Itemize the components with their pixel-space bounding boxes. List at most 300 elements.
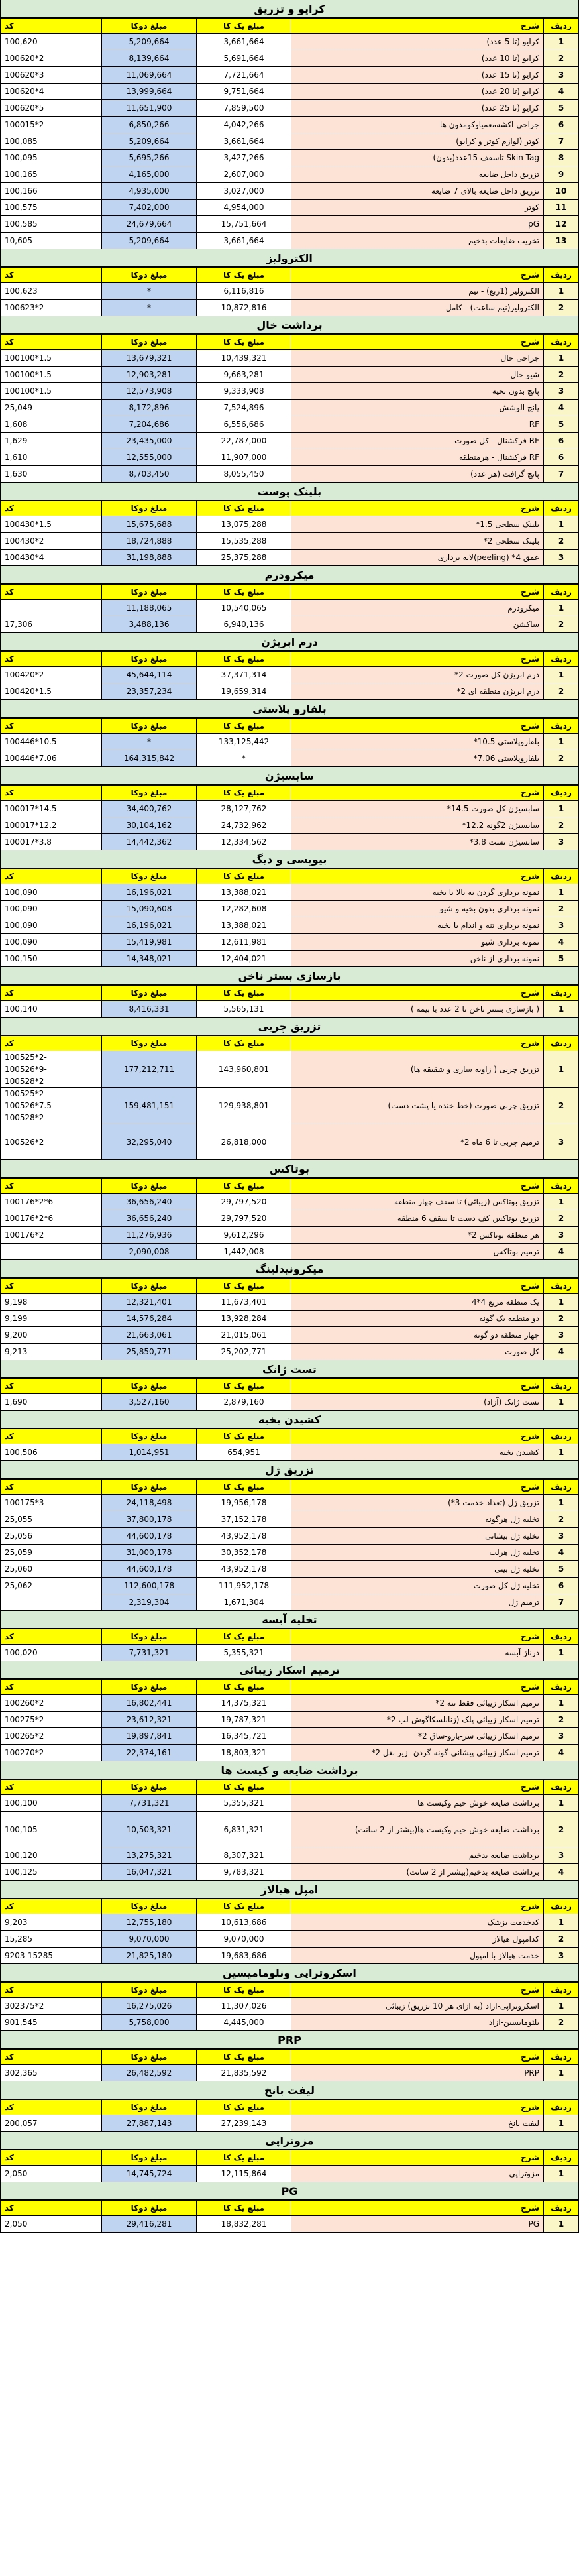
- header-price2: مبلغ دوکا: [102, 1899, 197, 1914]
- table-row: [1, 817, 579, 834]
- header-price2: مبلغ دوکا: [102, 1429, 197, 1444]
- header-row: ردیف: [544, 1279, 579, 1294]
- section-title: برداشت ضایعه و کیست ها: [0, 1761, 579, 1779]
- header-code: کد: [1, 652, 102, 667]
- header-price2: مبلغ دوکا: [102, 1279, 197, 1294]
- service-code: 100526*2: [1, 1124, 102, 1160]
- table-row: [1, 1561, 579, 1578]
- price-two-k: 15,419,981: [102, 934, 197, 951]
- row-number: 1: [544, 516, 579, 533]
- price-one-k: 19,956,178: [197, 1495, 291, 1511]
- price-one-k: 12,282,608: [197, 901, 291, 917]
- header-row: ردیف: [544, 1680, 579, 1695]
- header-price2: مبلغ دوکا: [102, 2201, 197, 2216]
- table-row: [1, 1294, 579, 1311]
- row-number: 10: [544, 183, 579, 200]
- service-code: 25,059: [1, 1545, 102, 1561]
- table-row: [1, 50, 579, 67]
- service-code: 100620*3: [1, 67, 102, 84]
- table-row: [1, 917, 579, 934]
- price-two-k: 13,679,321: [102, 350, 197, 367]
- table-row: [1, 117, 579, 133]
- service-description: شیو خال: [291, 367, 544, 383]
- price-two-k: 5,209,664: [102, 233, 197, 249]
- price-one-k: 6,831,321: [197, 1812, 291, 1847]
- price-one-k: 143,960,801: [197, 1051, 291, 1088]
- header-code: کد: [1, 335, 102, 350]
- header-code: کد: [1, 1429, 102, 1444]
- service-description: کدخدمت بزشک: [291, 1914, 544, 1931]
- header-price1: مبلغ یک کا: [197, 1680, 291, 1695]
- price-two-k: 36,656,240: [102, 1194, 197, 1210]
- row-number: 2: [544, 750, 579, 767]
- price-two-k: 23,357,234: [102, 683, 197, 700]
- price-two-k: 4,165,000: [102, 166, 197, 183]
- price-two-k: 14,442,362: [102, 834, 197, 850]
- price-one-k: 9,612,296: [197, 1227, 291, 1244]
- price-two-k: 24,679,664: [102, 216, 197, 233]
- price-two-k: 2,090,008: [102, 1244, 197, 1260]
- price-two-k: 21,663,061: [102, 1327, 197, 1344]
- header-price2: مبلغ دوکا: [102, 1983, 197, 1998]
- price-one-k: 30,352,178: [197, 1545, 291, 1561]
- table-row: [1, 84, 579, 100]
- service-description: بلفاروپلاستی 7.06*: [291, 750, 544, 767]
- header-price1: مبلغ یک کا: [197, 335, 291, 350]
- row-number: 1: [544, 2216, 579, 2233]
- service-description: PG: [291, 2216, 544, 2233]
- table-row: [1, 951, 579, 967]
- row-number: 1: [544, 1444, 579, 1461]
- header-desc: شرح: [291, 2050, 544, 2065]
- section-table: [0, 1899, 579, 1964]
- price-two-k: 7,731,321: [102, 1645, 197, 1661]
- header-code: کد: [1, 1629, 102, 1645]
- service-code: 100,150: [1, 951, 102, 967]
- price-one-k: 654,951: [197, 1444, 291, 1461]
- header-row: ردیف: [544, 335, 579, 350]
- table-row: [1, 834, 579, 850]
- header-price2: مبلغ دوکا: [102, 1680, 197, 1695]
- header-row: [1, 2201, 579, 2216]
- price-one-k: 3,661,664: [197, 233, 291, 249]
- price-two-k: 44,600,178: [102, 1528, 197, 1545]
- header-desc: شرح: [291, 2100, 544, 2115]
- price-one-k: 25,202,771: [197, 1344, 291, 1360]
- header-row: ردیف: [544, 2201, 579, 2216]
- row-number: 1: [544, 801, 579, 817]
- header-price1: مبلغ یک کا: [197, 268, 291, 283]
- header-row: [1, 19, 579, 34]
- table-row: [1, 1327, 579, 1344]
- table-row: [1, 600, 579, 616]
- service-code: 25,062: [1, 1578, 102, 1594]
- price-two-k: 29,416,281: [102, 2216, 197, 2233]
- header-row: [1, 1279, 579, 1294]
- price-one-k: 18,803,321: [197, 1745, 291, 1761]
- price-one-k: 43,952,178: [197, 1561, 291, 1578]
- table-row: [1, 516, 579, 533]
- section-title: بیوپسی و دیگ: [0, 850, 579, 868]
- header-code: کد: [1, 719, 102, 734]
- section-table: [0, 1378, 579, 1411]
- row-number: 3: [544, 383, 579, 400]
- header-row: ردیف: [544, 869, 579, 884]
- section-title: بلینک پوست: [0, 483, 579, 500]
- header-price1: مبلغ یک کا: [197, 2050, 291, 2065]
- header-row: [1, 2050, 579, 2065]
- service-code: 9,200: [1, 1327, 102, 1344]
- header-desc: شرح: [291, 1983, 544, 1998]
- price-one-k: 37,152,178: [197, 1511, 291, 1528]
- header-code: کد: [1, 2150, 102, 2166]
- service-code: 17,306: [1, 616, 102, 633]
- table-row: [1, 1545, 579, 1561]
- table-row: [1, 383, 579, 400]
- row-number: 1: [544, 1394, 579, 1411]
- service-code: 100,020: [1, 1645, 102, 1661]
- header-desc: شرح: [291, 1379, 544, 1394]
- service-code: 100620*2: [1, 50, 102, 67]
- service-description: کدامپول هیالاز: [291, 1931, 544, 1948]
- row-number: 6: [544, 1578, 579, 1594]
- header-code: کد: [1, 2100, 102, 2115]
- row-number: 2: [544, 50, 579, 67]
- service-code: 100,095: [1, 150, 102, 166]
- price-one-k: 21,835,592: [197, 2065, 291, 2081]
- price-two-k: 9,070,000: [102, 1931, 197, 1948]
- header-price1: مبلغ یک کا: [197, 719, 291, 734]
- row-number: 1: [544, 1294, 579, 1311]
- table-row: [1, 166, 579, 183]
- price-one-k: 2,879,160: [197, 1394, 291, 1411]
- header-price1: مبلغ یک کا: [197, 19, 291, 34]
- price-one-k: 11,907,000: [197, 449, 291, 466]
- row-number: 1: [544, 1998, 579, 2015]
- header-desc: شرح: [291, 786, 544, 801]
- price-one-k: 29,797,520: [197, 1210, 291, 1227]
- price-one-k: 15,751,664: [197, 216, 291, 233]
- service-code: 100,140: [1, 1001, 102, 1018]
- service-code: 9,203: [1, 1914, 102, 1931]
- price-two-k: 16,196,021: [102, 917, 197, 934]
- row-number: 1: [544, 2065, 579, 2081]
- price-one-k: 25,375,288: [197, 550, 291, 566]
- service-code: 100420*2: [1, 667, 102, 683]
- header-row: [1, 1899, 579, 1914]
- table-row: [1, 750, 579, 767]
- row-number: 13: [544, 233, 579, 249]
- service-code: 100,090: [1, 917, 102, 934]
- price-two-k: 16,047,321: [102, 1864, 197, 1881]
- price-one-k: 13,075,288: [197, 516, 291, 533]
- header-code: کد: [1, 2050, 102, 2065]
- price-two-k: 25,850,771: [102, 1344, 197, 1360]
- service-description: کوتر: [291, 200, 544, 216]
- header-price2: مبلغ دوکا: [102, 1379, 197, 1394]
- row-number: 2: [544, 367, 579, 383]
- service-description: نمونه برداری از ناخن: [291, 951, 544, 967]
- service-description: تزریق بوتاکس کف دست تا سقف 6 منطقه: [291, 1210, 544, 1227]
- table-row: [1, 1594, 579, 1611]
- table-row: [1, 1194, 579, 1210]
- header-code: کد: [1, 19, 102, 34]
- table-row: [1, 2065, 579, 2081]
- header-price1: مبلغ یک کا: [197, 1036, 291, 1051]
- price-two-k: 13,275,321: [102, 1847, 197, 1864]
- service-description: سابسیژن کل صورت 14.5*: [291, 801, 544, 817]
- service-description: ترمیم بوتاکس: [291, 1244, 544, 1260]
- row-number: 1: [544, 1695, 579, 1712]
- section-table: [0, 2150, 579, 2182]
- row-number: 3: [544, 1948, 579, 1964]
- section-table: [0, 651, 579, 700]
- price-two-k: 177,212,711: [102, 1051, 197, 1088]
- service-description: RF: [291, 416, 544, 433]
- service-description: تخلیه ژل کل صورت: [291, 1578, 544, 1594]
- row-number: 12: [544, 216, 579, 233]
- section-title: بوتاکس: [0, 1160, 579, 1178]
- header-code: کد: [1, 986, 102, 1001]
- price-two-k: 32,295,040: [102, 1124, 197, 1160]
- service-code: 25,060: [1, 1561, 102, 1578]
- table-row: [1, 350, 579, 367]
- service-description: خدمت هیالاز با امپول: [291, 1948, 544, 1964]
- header-price1: مبلغ یک کا: [197, 2201, 291, 2216]
- header-row: ردیف: [544, 1429, 579, 1444]
- price-two-k: 16,196,021: [102, 884, 197, 901]
- price-one-k: 9,663,281: [197, 367, 291, 383]
- header-code: کد: [1, 869, 102, 884]
- section-table: [0, 1629, 579, 1661]
- section-table: [0, 1679, 579, 1761]
- header-row: [1, 335, 579, 350]
- service-description: تخلیه ژل بینی: [291, 1561, 544, 1578]
- price-one-k: 18,832,281: [197, 2216, 291, 2233]
- service-description: تزریق بوتاکس (زیبائی) تا سقف چهار منطقه: [291, 1194, 544, 1210]
- price-one-k: 37,371,314: [197, 667, 291, 683]
- table-row: [1, 1444, 579, 1461]
- price-two-k: 112,600,178: [102, 1578, 197, 1594]
- price-one-k: 6,116,816: [197, 283, 291, 300]
- service-description: نمونه برداری بدون بخیه و شیو: [291, 901, 544, 917]
- service-description: بلینک سطحی 2*: [291, 533, 544, 550]
- price-one-k: 19,787,321: [197, 1712, 291, 1728]
- table-row: [1, 416, 579, 433]
- price-one-k: 129,938,801: [197, 1088, 291, 1124]
- row-number: 1: [544, 667, 579, 683]
- service-code: [1, 1594, 102, 1611]
- price-one-k: 7,524,896: [197, 400, 291, 416]
- service-code: 100446*10.5: [1, 734, 102, 750]
- row-number: 6: [544, 433, 579, 449]
- service-code: 100265*2: [1, 1728, 102, 1745]
- table-row: [1, 1914, 579, 1931]
- header-row: ردیف: [544, 2050, 579, 2065]
- price-one-k: 9,751,664: [197, 84, 291, 100]
- row-number: 4: [544, 84, 579, 100]
- service-code: 100100*1.5: [1, 383, 102, 400]
- service-code: 200,057: [1, 2115, 102, 2132]
- price-one-k: 10,540,065: [197, 600, 291, 616]
- table-row: [1, 1088, 579, 1124]
- price-one-k: 15,535,288: [197, 533, 291, 550]
- header-code: کد: [1, 1279, 102, 1294]
- table-row: [1, 400, 579, 416]
- service-description: اسکروتراپی-ازاد (به ازای هر 10 تزریق) زیبائی: [291, 1998, 544, 2015]
- header-desc: شرح: [291, 1279, 544, 1294]
- price-one-k: 24,732,962: [197, 817, 291, 834]
- service-description: لیفت بانخ: [291, 2115, 544, 2132]
- header-row: ردیف: [544, 585, 579, 600]
- service-description: نمونه برداری تنه و اندام با بخیه: [291, 917, 544, 934]
- row-number: 2: [544, 1812, 579, 1847]
- header-row: ردیف: [544, 1983, 579, 1998]
- price-one-k: 3,661,664: [197, 34, 291, 50]
- header-price1: مبلغ یک کا: [197, 1279, 291, 1294]
- service-description: نمونه برداری شیو: [291, 934, 544, 951]
- price-one-k: 7,859,500: [197, 100, 291, 117]
- service-description: کرایو (تا 20 عدد): [291, 84, 544, 100]
- service-code: 100100*1.5: [1, 350, 102, 367]
- service-description: پانچ گرافت (هر عدد): [291, 466, 544, 483]
- header-desc: شرح: [291, 1179, 544, 1194]
- price-two-k: 15,675,688: [102, 516, 197, 533]
- row-number: 1: [544, 283, 579, 300]
- service-description: ترمیم اسکار زیبائی سر-بازو-ساق 2*: [291, 1728, 544, 1745]
- price-two-k: 3,527,160: [102, 1394, 197, 1411]
- table-row: [1, 200, 579, 216]
- price-one-k: 6,556,686: [197, 416, 291, 433]
- table-row: [1, 1495, 579, 1511]
- header-row: [1, 719, 579, 734]
- service-code: 15,285: [1, 1931, 102, 1948]
- table-row: [1, 1864, 579, 1881]
- service-code: 100,125: [1, 1864, 102, 1881]
- header-row: [1, 1429, 579, 1444]
- price-two-k: 24,118,498: [102, 1495, 197, 1511]
- header-code: کد: [1, 585, 102, 600]
- header-price1: مبلغ یک کا: [197, 1480, 291, 1495]
- header-price1: مبلغ یک کا: [197, 1379, 291, 1394]
- price-one-k: 4,445,000: [197, 2015, 291, 2031]
- service-code: 100,085: [1, 133, 102, 150]
- table-row: [1, 100, 579, 117]
- row-number: 1: [544, 2115, 579, 2132]
- service-code: [1, 1244, 102, 1260]
- row-number: 3: [544, 1728, 579, 1745]
- service-description: سابسیژن 2گونه 12.2*: [291, 817, 544, 834]
- row-number: 1: [544, 600, 579, 616]
- price-two-k: 5,758,000: [102, 2015, 197, 2031]
- service-description: چهار منطقه دو گونه: [291, 1327, 544, 1344]
- price-two-k: 23,435,000: [102, 433, 197, 449]
- table-row: [1, 1124, 579, 1160]
- table-row: [1, 2015, 579, 2031]
- table-row: [1, 1712, 579, 1728]
- header-row: [1, 585, 579, 600]
- table-row: [1, 34, 579, 50]
- table-row: [1, 1511, 579, 1528]
- header-desc: شرح: [291, 1429, 544, 1444]
- price-two-k: 27,887,143: [102, 2115, 197, 2132]
- service-code: 100,506: [1, 1444, 102, 1461]
- price-two-k: 19,897,841: [102, 1728, 197, 1745]
- header-row: ردیف: [544, 719, 579, 734]
- table-row: [1, 216, 579, 233]
- header-code: کد: [1, 1379, 102, 1394]
- service-description: یک منطقه مربع 4*4: [291, 1294, 544, 1311]
- row-number: 1: [544, 1194, 579, 1210]
- price-two-k: 5,209,664: [102, 133, 197, 150]
- row-number: 2: [544, 533, 579, 550]
- section-title: سابسیژن: [0, 767, 579, 785]
- service-code: 25,056: [1, 1528, 102, 1545]
- service-description: RF فرکشنال - هرمنطقه: [291, 449, 544, 466]
- table-row: [1, 283, 579, 300]
- table-row: [1, 1645, 579, 1661]
- table-row: [1, 683, 579, 700]
- table-row: [1, 1051, 579, 1088]
- service-description: تزریق چربی صورت (خط خنده یا پشت دست): [291, 1088, 544, 1124]
- header-price2: مبلغ دوکا: [102, 335, 197, 350]
- price-two-k: *: [102, 734, 197, 750]
- row-number: 4: [544, 1344, 579, 1360]
- header-row: ردیف: [544, 1379, 579, 1394]
- table-row: [1, 449, 579, 466]
- row-number: 1: [544, 34, 579, 50]
- price-two-k: 12,755,180: [102, 1914, 197, 1931]
- row-number: 1: [544, 1645, 579, 1661]
- row-number: 8: [544, 150, 579, 166]
- service-description: ترمیم چربی تا 6 ماه 2*: [291, 1124, 544, 1160]
- price-two-k: 14,745,724: [102, 2166, 197, 2182]
- service-description: پانچ بدون بخیه: [291, 383, 544, 400]
- header-price2: مبلغ دوکا: [102, 268, 197, 283]
- table-row: [1, 1244, 579, 1260]
- row-number: 2: [544, 1311, 579, 1327]
- price-two-k: 11,651,900: [102, 100, 197, 117]
- header-row: ردیف: [544, 1899, 579, 1914]
- row-number: 1: [544, 1795, 579, 1812]
- price-one-k: 12,115,864: [197, 2166, 291, 2182]
- header-price1: مبلغ یک کا: [197, 501, 291, 516]
- header-row: ردیف: [544, 1036, 579, 1051]
- price-two-k: 5,695,266: [102, 150, 197, 166]
- row-number: 3: [544, 1528, 579, 1545]
- service-description: کوتر (لوازم کوتر و کرایو): [291, 133, 544, 150]
- header-row: ردیف: [544, 652, 579, 667]
- section-title: ترمیم اسکار زیبائی: [0, 1661, 579, 1679]
- section-title: تزریق ژل: [0, 1461, 579, 1479]
- section-table: [0, 267, 579, 316]
- price-one-k: 9,783,321: [197, 1864, 291, 1881]
- service-code: 100,165: [1, 166, 102, 183]
- service-code: 2,050: [1, 2216, 102, 2233]
- table-row: [1, 433, 579, 449]
- header-code: کد: [1, 786, 102, 801]
- service-description: هر منطقه بوتاکس 2*: [291, 1227, 544, 1244]
- price-one-k: 13,388,021: [197, 917, 291, 934]
- price-two-k: 11,188,065: [102, 600, 197, 616]
- service-description: کرایو (تا 15 عدد): [291, 67, 544, 84]
- header-row: [1, 986, 579, 1001]
- row-number: 2: [544, 1511, 579, 1528]
- price-one-k: 3,427,266: [197, 150, 291, 166]
- header-desc: شرح: [291, 986, 544, 1001]
- row-number: 1: [544, 1914, 579, 1931]
- section-table: [0, 1429, 579, 1461]
